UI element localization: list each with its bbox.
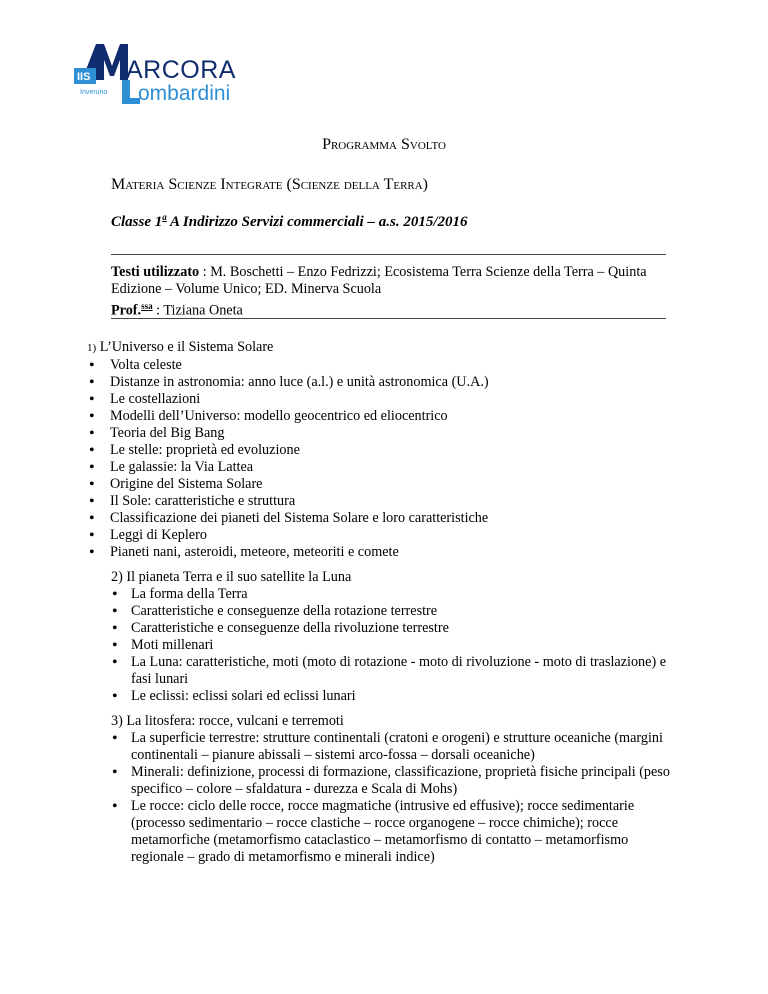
list-item: • Le rocce: ciclo delle rocce, rocce magmatiche (intrusive ed effusive); rocce sedimentarie (processo sedimentario – rocce clastiche – rocce organogene – rocce chimiche); rocce metamorfiche (metamorfismo cataclastico – metamorfismo di contatto – metamorfismo regionale – grado di metamorfismo e minerali indice) bbox=[111, 798, 681, 866]
testi-value: M. Boschetti – Enzo Fedrizzi; Ecosistema Terra Scienze della Terra – Quinta Edizione – Volume Unico; ED. Minerva Scuola bbox=[111, 264, 647, 297]
section-number: 2) bbox=[111, 569, 123, 585]
list-item: • Le stelle: proprietà ed evoluzione bbox=[87, 442, 657, 459]
list-item: • Il Sole: caratteristiche e struttura bbox=[87, 493, 657, 510]
list-item: • Caratteristiche e conseguenze della rivoluzione terrestre bbox=[111, 620, 681, 637]
topic-list bbox=[111, 730, 681, 866]
list-item: • Distanze in astronomia: anno luce (a.l.) e unità astronomica (U.A.) bbox=[87, 374, 657, 391]
list-item: • Le costellazioni bbox=[87, 391, 657, 408]
book-info bbox=[111, 264, 671, 320]
list-item: • Leggi di Keplero bbox=[87, 527, 657, 544]
section-heading bbox=[111, 713, 681, 730]
logo-line2: ombardini bbox=[138, 82, 231, 105]
section-1 bbox=[87, 339, 657, 561]
logo-line1: ARCORA bbox=[126, 56, 236, 84]
classe-line bbox=[111, 212, 467, 231]
list-item: • Modelli dell’Universo: modello geocentrico ed eliocentrico bbox=[87, 408, 657, 425]
logo-mark-text: IIS bbox=[77, 71, 91, 83]
divider-bottom bbox=[111, 318, 666, 319]
prof-label: Prof. bbox=[111, 302, 142, 319]
section-3 bbox=[111, 713, 681, 866]
prof-value: Tiziana Oneta bbox=[163, 302, 243, 319]
list-item: • Le eclissi: eclissi solari ed eclissi lunari bbox=[111, 688, 681, 705]
list-item: • Teoria del Big Bang bbox=[87, 425, 657, 442]
section-heading bbox=[111, 569, 681, 586]
divider-top bbox=[111, 254, 666, 255]
list-item: • Volta celeste bbox=[87, 357, 657, 374]
section-number: 3) bbox=[111, 713, 123, 729]
section-heading bbox=[87, 339, 657, 357]
section-number: 1) bbox=[87, 342, 97, 354]
topic-list bbox=[87, 357, 657, 561]
list-item: • La superficie terrestre: strutture continentali (cratoni e orogeni) e strutture oceaniche (margini continentali – pianure abissali – sistemi arco-fossa – dorsali oceaniche) bbox=[111, 730, 681, 764]
topic-list bbox=[111, 586, 681, 705]
list-item: • Origine del Sistema Solare bbox=[87, 476, 657, 493]
testi-sep: : bbox=[199, 264, 211, 280]
classe-rest: A Indirizzo Servizi commerciali – a.s. 2015/2016 bbox=[166, 214, 468, 230]
list-item: • La forma della Terra bbox=[111, 586, 681, 603]
list-item: • La Luna: caratteristiche, moti (moto di rotazione - moto di rivoluzione - moto di traslazione) e fasi lunari bbox=[111, 654, 681, 688]
prof-line bbox=[111, 298, 671, 320]
materia-heading: Materia Scienze Integrate (Scienze della Terra) bbox=[111, 176, 429, 193]
page-title: Programma Svolto bbox=[322, 136, 446, 153]
section-title: Il pianeta Terra e il suo satellite la Luna bbox=[126, 569, 352, 585]
prof-sup: ssa bbox=[141, 301, 153, 311]
list-item: • Classificazione dei pianeti del Sistema Solare e loro caratteristiche bbox=[87, 510, 657, 527]
classe-prefix: Classe 1 bbox=[111, 214, 163, 230]
list-item: • Le galassie: la Via Lattea bbox=[87, 459, 657, 476]
prof-sep: : bbox=[152, 302, 164, 319]
list-item: • Caratteristiche e conseguenze della rotazione terrestre bbox=[111, 603, 681, 620]
testi-line bbox=[111, 264, 671, 298]
list-item: • Moti millenari bbox=[111, 637, 681, 654]
logo-town: Inveruno bbox=[80, 89, 108, 96]
testi-label: Testi utilizzato bbox=[111, 264, 200, 280]
list-item: • Minerali: definizione, processi di formazione, classificazione, proprietà fisiche principali (peso specifico – colore – sfaldatura - durezza e Scala di Mohs) bbox=[111, 764, 681, 798]
section-title: La litosfera: rocce, vulcani e terremoti bbox=[126, 713, 344, 729]
classe-sup: a bbox=[162, 212, 167, 222]
section-2 bbox=[111, 569, 681, 705]
section-title: L’Universo e il Sistema Solare bbox=[99, 339, 274, 355]
list-item: • Pianeti nani, asteroidi, meteore, meteoriti e comete bbox=[87, 544, 657, 561]
